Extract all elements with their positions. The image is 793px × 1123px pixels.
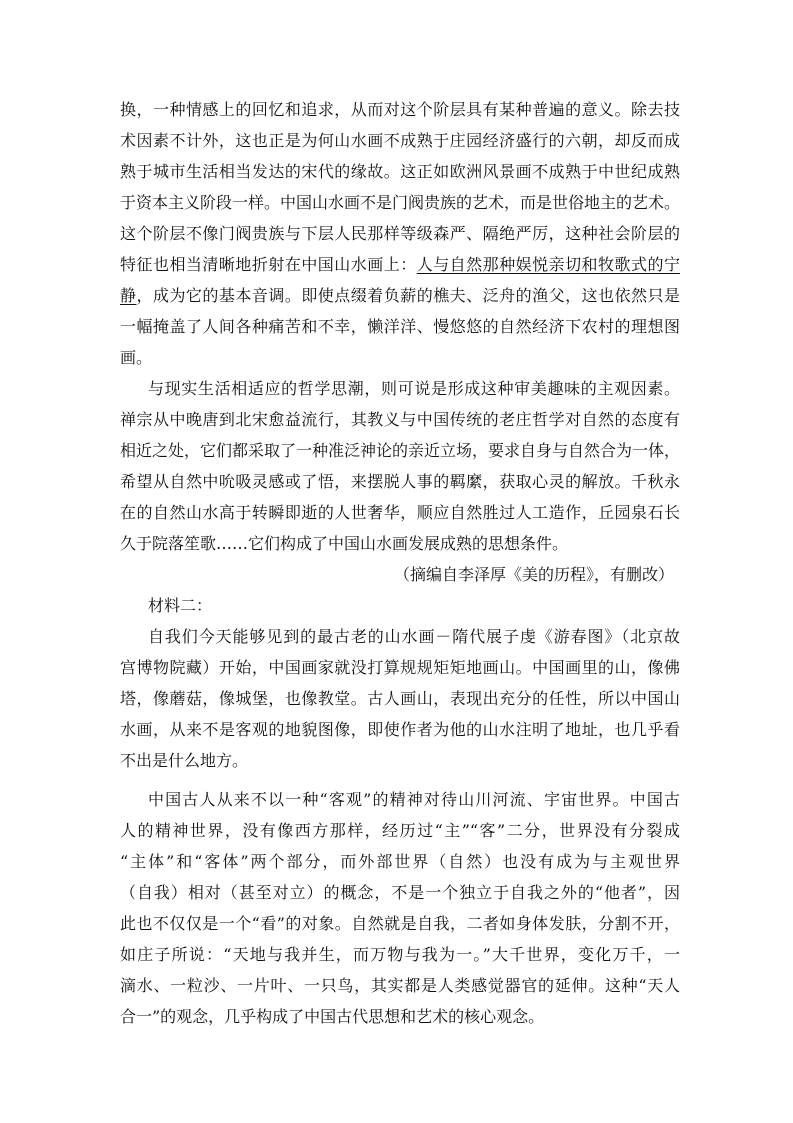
text-line: 如庄子所说：“天地与我并生，而万物与我为一。”大千世界，变化万千，一: [120, 945, 680, 964]
source-citation: （摘编自李泽厚《美的历程》，有删改）: [393, 565, 674, 584]
text-line: 滴水、一粒沙、一片叶、一只鸟，其实都是人类感觉器官的延伸。这种“天人: [120, 976, 680, 995]
text-line: 久于院落笙歌……它们构成了中国山水画发展成熟的思想条件。: [120, 534, 569, 553]
paragraph-3: [120, 621, 680, 776]
paragraph-4: [120, 784, 680, 1032]
text-line: 希望从自然中吮吸灵感或了悟，来摆脱人事的羁縻，获取心灵的解放。千秋永: [120, 472, 680, 491]
text-line: 自我们今天能够见到的最古老的山水画－隋代展子虔《游春图》（北京故: [148, 627, 680, 646]
text-line: “主体”和“客体”两个部分，而外部世界（自然）也没有成为与主观世界: [120, 852, 680, 871]
text-line: 塔，像蘑菇，像城堡，也像教堂。古人画山，表现出充分的任性，所以中国山: [120, 689, 680, 708]
text-line: 一幅掩盖了人间各种痛苦和不幸，懒洋洋、慢悠悠的自然经济下农村的理想图: [120, 317, 680, 336]
text-line: 禅宗从中晚唐到北宋愈益流行，其教义与中国传统的老庄哲学对自然的态度有: [120, 410, 680, 429]
text-segment: ，成为它的基本音调。即使点缀着负薪的樵夫、泛舟的渔父，这也依然只是: [136, 286, 680, 305]
text-line: 于资本主义阶段一样。中国山水画不是门阀贵族的艺术，而是世俗地主的艺术。: [120, 193, 681, 212]
text-line: 与现实生活相适应的哲学思潮，则可说是形成这种审美趣味的主观因素。: [148, 379, 680, 398]
text-line: 相近之处，它们都采取了一种准泛神论的亲近立场，要求自身与自然合为一体，: [120, 441, 681, 460]
text-line: [120, 280, 680, 311]
paragraph-1: [120, 94, 680, 373]
text-line: 不出是什么地方。: [120, 751, 249, 770]
text-line: [120, 249, 680, 280]
text-line: 在的自然山水高于转瞬即逝的人世奢华，顺应自然胜过人工造作，丘园泉石长: [120, 503, 680, 522]
paragraph-gap: [120, 776, 680, 784]
text-line: 合一”的观念，几乎构成了中国古代思想和艺术的核心观念。: [120, 1007, 545, 1026]
underlined-text: 静: [120, 286, 137, 305]
text-line: 熟于城市生活相当发达的宋代的缘故。这正如欧洲风景画不成熟于中世纪成熟: [120, 162, 680, 181]
paragraph-2: [120, 373, 680, 559]
text-line: 术因素不计外，这也正是为何山水画不成熟于庄园经济盛行的六朝，却反而成: [120, 131, 680, 150]
text-line: 画。: [120, 348, 153, 367]
text-line: 水画，从来不是客观的地貌图像，即使作者为他的山水注明了地址，也几乎看: [120, 720, 680, 739]
text-line: 这个阶层不像门阀贵族与下层人民那样等级森严、隔绝严厉，这种社会阶层的: [120, 224, 680, 243]
text-line: （自我）相对（甚至对立）的概念，不是一个独立于自我之外的“他者”，因: [120, 883, 680, 902]
text-line: 人的精神世界，没有像西方那样，经历过“主”“客”二分，世界没有分裂成: [120, 821, 680, 840]
material-label: 材料二：: [148, 596, 213, 615]
text-line: 中国古人从来不以一种“客观”的精神对待山川河流、宇宙世界。中国古: [148, 790, 680, 809]
text-line: 此也不仅仅是一个“看”的对象。自然就是自我，二者如身体发肤，分割不开，: [120, 914, 680, 933]
text-segment: 特征也相当清晰地折射在中国山水画上：: [120, 255, 417, 274]
text-line: 换，一种情感上的回忆和追求，从而对这个阶层具有某种普遍的意义。除去技: [120, 100, 680, 119]
underlined-text: 人与自然那种娱悦亲切和牧歌式的宁: [416, 255, 680, 274]
text-line: 宫博物院藏）开始，中国画家就没打算规规矩矩地画山。中国画里的山，像佛: [120, 658, 680, 677]
document-body: [120, 94, 680, 1032]
